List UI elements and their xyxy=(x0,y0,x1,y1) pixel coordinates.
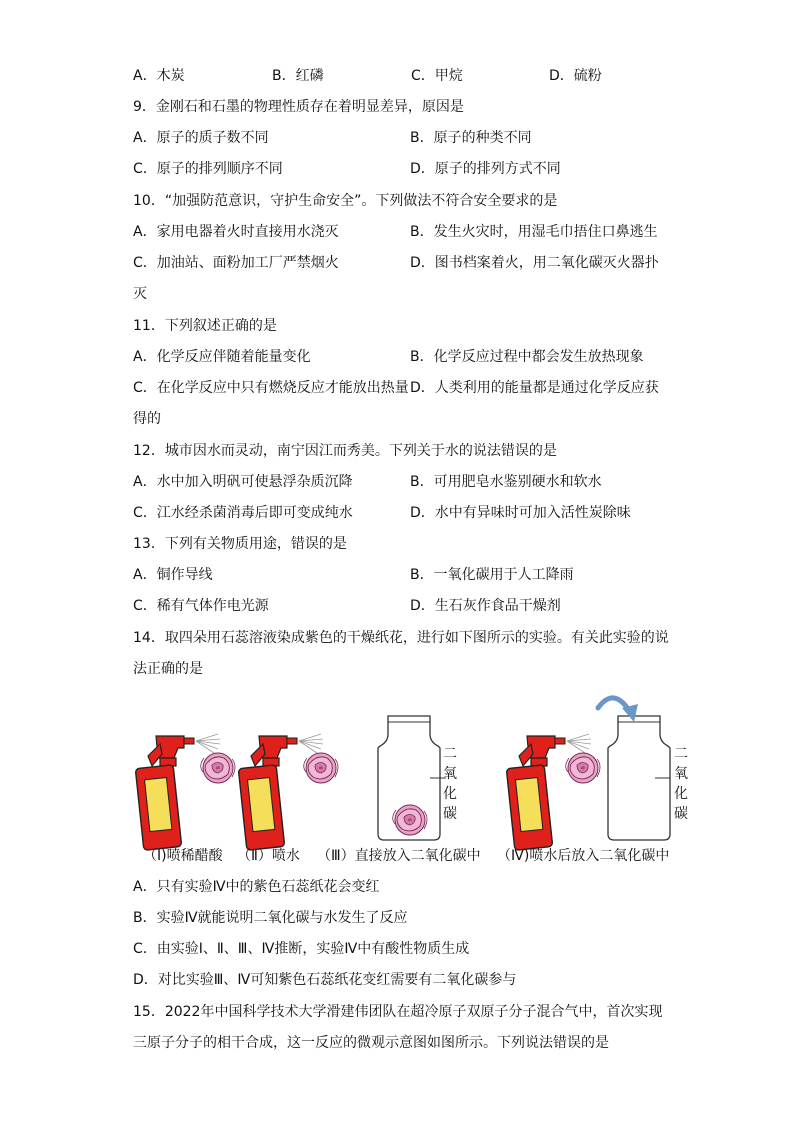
spray-bottle-icon xyxy=(238,734,323,850)
q12-option-c: C．江水经杀菌消毒后即可变成纯水 xyxy=(133,505,353,521)
q12-stem: 12．城市因水而灵动，南宁因江而秀美。下列关于水的说法错误的是 xyxy=(133,443,557,459)
spray-bottle-icon xyxy=(135,734,220,850)
q10-option-a: A．家用电器着火时直接用水浇灭 xyxy=(133,224,339,240)
q13-option-b: B．一氧化碳用于人工降雨 xyxy=(410,567,574,583)
jar-label-char: 化 xyxy=(674,786,688,802)
q9-option-b: B．原子的种类不同 xyxy=(410,130,532,146)
q12-option-d: D．水中有异味时可加入活性炭除味 xyxy=(410,505,631,521)
jar-label-char: 化 xyxy=(443,786,457,802)
spray-bottle-icon xyxy=(506,734,591,850)
q10-option-d-wrap: 灭 xyxy=(133,286,147,302)
q9-stem: 9．金刚石和石墨的物理性质存在着明显差异，原因是 xyxy=(133,99,464,115)
q10-option-d: D．图书档案着火，用二氧化碳灭火器扑 xyxy=(410,255,659,271)
q9-option-d: D．原子的排列方式不同 xyxy=(410,161,561,177)
q13-stem: 13．下列有关物质用途，错误的是 xyxy=(133,536,347,552)
caption-experiment-1: （Ⅰ)喷稀醋酸 xyxy=(143,848,223,864)
q10-option-b: B．发生火灾时，用湿毛巾捂住口鼻逃生 xyxy=(410,224,658,240)
jar-label-char: 二 xyxy=(674,746,688,762)
jar-label-char: 氧 xyxy=(674,766,688,782)
q9-option-a: A．原子的质子数不同 xyxy=(133,130,269,146)
q14-stem-line2: 法正确的是 xyxy=(133,661,203,677)
q8-option-a: A．木炭 xyxy=(133,68,185,84)
jar-label-char: 氧 xyxy=(443,766,457,782)
q8-option-c: C．甲烷 xyxy=(411,68,463,84)
q10-option-c: C．加油站、面粉加工厂严禁烟火 xyxy=(133,255,339,271)
q14-option-c: C．由实验Ⅰ、Ⅱ、Ⅲ、Ⅳ推断，实验Ⅳ中有酸性物质生成 xyxy=(133,941,470,957)
q11-option-b: B．化学反应过程中都会发生放热现象 xyxy=(410,349,644,365)
q11-option-a: A．化学反应伴随着能量变化 xyxy=(133,349,311,365)
caption-experiment-4: （Ⅳ)喷水后放入二氧化碳中 xyxy=(497,848,670,864)
q11-option-c: C．在化学反应中只有燃烧反应才能放出热量 xyxy=(133,380,409,396)
caption-experiment-3: （Ⅲ）直接放入二氧化碳中 xyxy=(317,848,481,864)
q13-option-d: D．生石灰作食品干燥剂 xyxy=(410,598,561,614)
q13-option-a: A．铜作导线 xyxy=(133,567,213,583)
q14-option-b: B．实验Ⅳ就能说明二氧化碳与水发生了反应 xyxy=(133,910,408,926)
q10-stem: 10．“加强防范意识，守护生命安全”。下列做法不符合安全要求的是 xyxy=(133,193,558,209)
q11-option-d: D．人类利用的能量都是通过化学反应获 xyxy=(410,380,659,396)
jar-label-char: 碳 xyxy=(674,806,688,822)
caption-experiment-2: （Ⅱ）喷水 xyxy=(237,848,300,864)
q14-stem-line1: 14．取四朵用石蕊溶液染成紫色的干燥纸花，进行如下图所示的实验。有关此实验的说 xyxy=(133,630,669,646)
jar-label-char: 碳 xyxy=(443,806,457,822)
q11-stem: 11．下列叙述正确的是 xyxy=(133,318,277,334)
q14-option-a: A．只有实验Ⅳ中的紫色石蕊纸花会变红 xyxy=(133,879,380,895)
q14-option-d: D．对比实验Ⅲ、Ⅳ可知紫色石蕊纸花变红需要有二氧化碳参与 xyxy=(133,972,517,988)
q9-option-c: C．原子的排列顺序不同 xyxy=(133,161,283,177)
jar-label-char: 二 xyxy=(443,746,457,762)
flower-icon xyxy=(304,753,338,783)
q12-option-b: B．可用肥皂水鉴别硬水和软水 xyxy=(410,474,602,490)
q15-stem-line2: 三原子分子的相干合成，这一反应的微观示意图如图所示。下列说法错误的是 xyxy=(133,1035,609,1051)
flower-icon xyxy=(566,753,600,783)
q11-option-d-wrap: 得的 xyxy=(133,411,161,427)
q12-option-a: A．水中加入明矾可使悬浮杂质沉降 xyxy=(133,474,353,490)
flower-icon xyxy=(201,753,235,783)
q15-stem-line1: 15．2022年中国科学技术大学滑建伟团队在超冷原子双原子分子混合气中，首次实现 xyxy=(133,1004,663,1020)
q8-option-b: B．红磷 xyxy=(272,68,324,84)
q13-option-c: C．稀有气体作电光源 xyxy=(133,598,269,614)
q8-option-d: D．硫粉 xyxy=(549,68,602,84)
